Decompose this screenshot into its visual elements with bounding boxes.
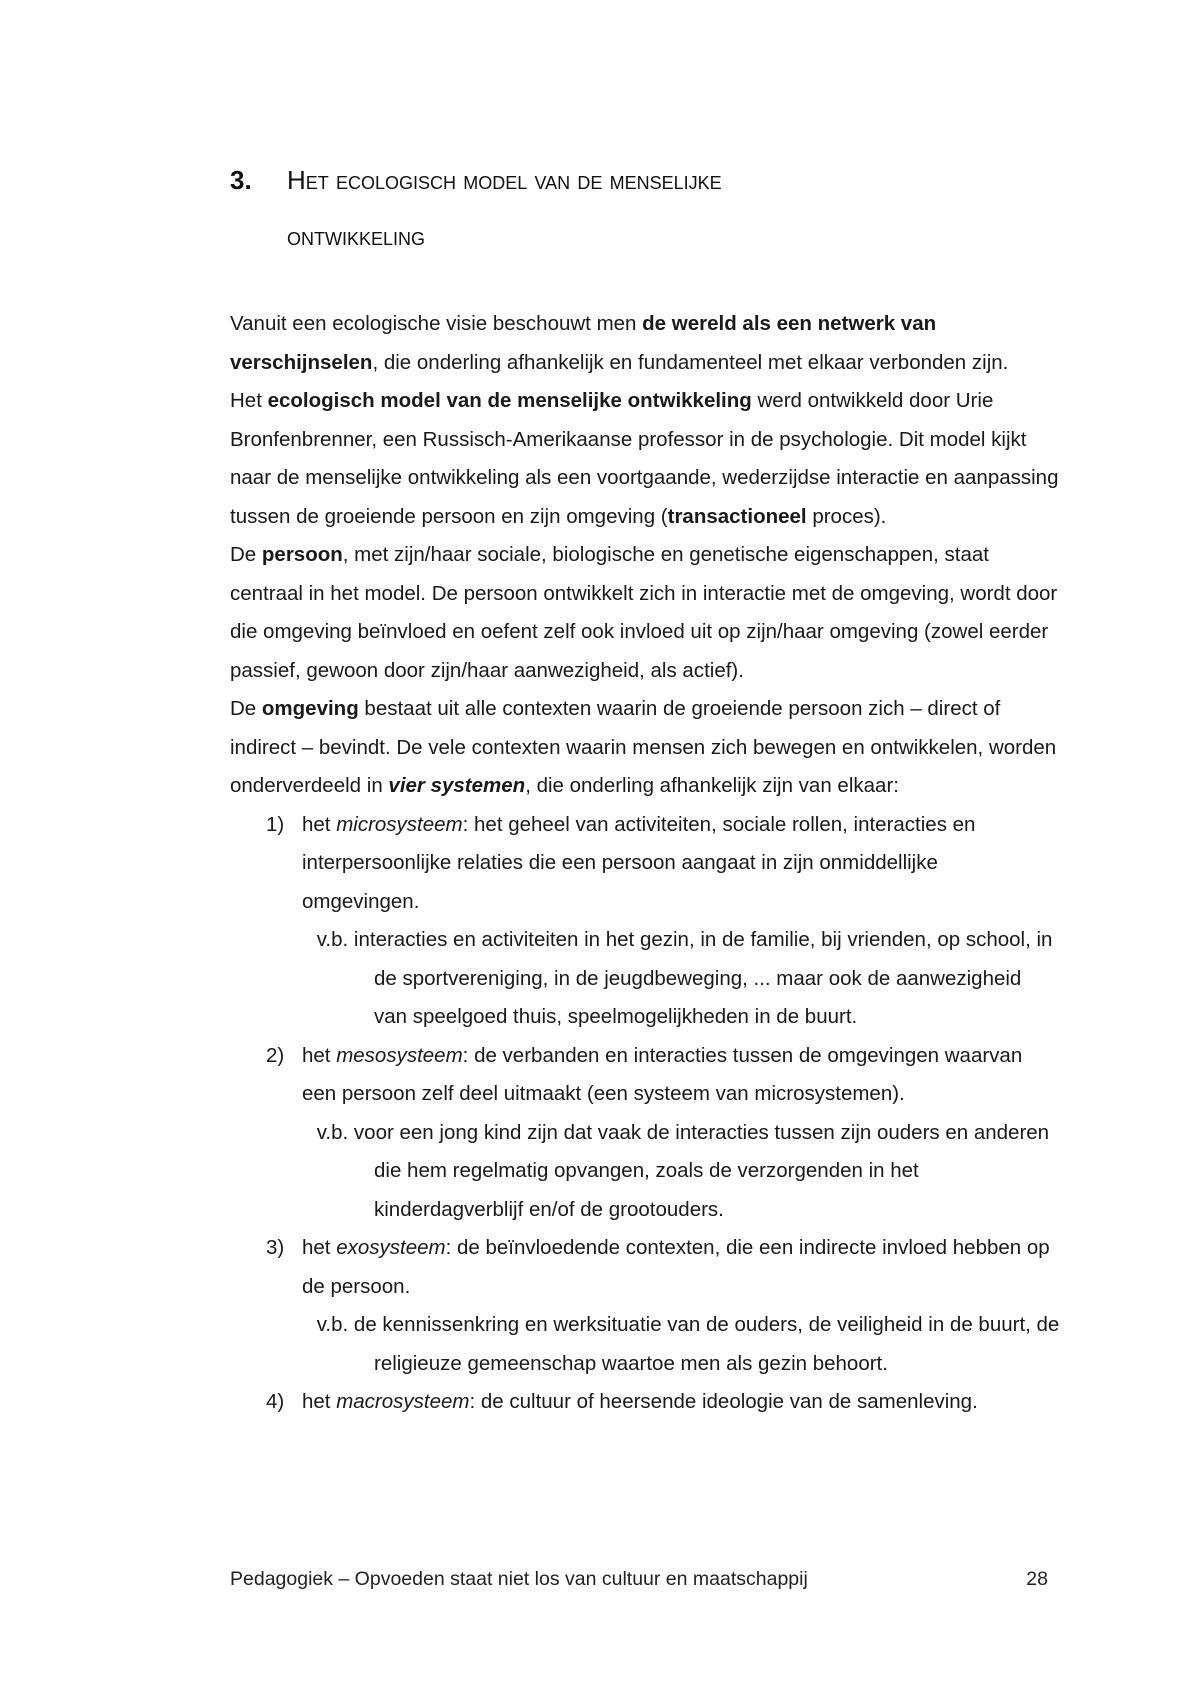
example-text: v.b. voor een jong kind zijn dat vaak de interacties tussen zijn ouders en anderen die hem regelmatig opvangen, zoals de verzorgenden in het kinderdagverblijf en/of de grootouders. bbox=[316, 1120, 1050, 1221]
body-text bbox=[230, 305, 1060, 1422]
list-item bbox=[230, 1383, 1060, 1422]
system-example bbox=[302, 921, 1060, 1037]
text-run: proces). bbox=[806, 504, 887, 528]
text-run: het bbox=[302, 812, 337, 836]
text-run: , die onderling afhankelijk zijn van elkaar: bbox=[525, 774, 899, 797]
example-text: v.b. interacties en activiteiten in het gezin, in de familie, bij vrienden, op school, in de sportvereniging, in de jeugdbeweging, ... maar ook de aanwezigheid van speelgoed thuis, speelmogelijkheden in de buurt. bbox=[316, 928, 1053, 1028]
system-definition bbox=[302, 806, 1060, 922]
italic-term: exosysteem bbox=[336, 1236, 446, 1259]
system-definition bbox=[302, 1229, 1060, 1306]
text-run: Vanuit een ecologische visie beschouwt men bbox=[230, 312, 643, 335]
text-run: bestaat uit alle contexten waarin de groeiende persoon zich – direct of indirect – bevindt. De vele contexten waarin mensen zich bewegen en ontwikkelen, worden onderverdeeld in bbox=[230, 697, 1057, 797]
text-run: : de beïnvloedende contexten, die een indirecte invloed hebben op de persoon. bbox=[302, 1236, 1050, 1298]
text-run: : de verbanden en interacties tussen de omgevingen waarvan een persoon zelf deel uitmaakt (een systeem van microsystemen). bbox=[302, 1043, 1023, 1105]
chapter-title-line-1: Het ecologisch model van de menselijke bbox=[287, 165, 722, 195]
bold-term: transactioneel bbox=[667, 504, 807, 528]
footer-title: Pedagogiek – Opvoeden staat niet los van cultuur en maatschappij bbox=[230, 1568, 808, 1590]
paragraph-intro bbox=[230, 305, 1060, 382]
chapter-title-line-2: ontwikkeling bbox=[287, 221, 426, 251]
chapter-title bbox=[287, 152, 1007, 264]
text-run: De bbox=[230, 697, 262, 720]
list-number: 3) bbox=[266, 1236, 285, 1259]
paragraph-omgeving bbox=[230, 690, 1060, 806]
text-run: Het bbox=[230, 389, 268, 412]
text-run: : de cultuur of heersende ideologie van de samenleving. bbox=[469, 1390, 978, 1413]
list-number: 4) bbox=[266, 1390, 285, 1413]
text-run: De bbox=[230, 543, 262, 566]
text-run: , met zijn/haar sociale, biologische en genetische eigenschappen, staat centraal in het model. De persoon ontwikkelt zich in interactie met de omgeving, wordt door die omgeving beïnvloed en oefent zelf ook invloed uit op zijn/haar omgeving (zowel eerder passief, gewoon door zijn/haar aanwezigheid, als actief). bbox=[230, 543, 1058, 682]
list-item bbox=[230, 1037, 1060, 1230]
text-run: : het geheel van activiteiten, sociale rollen, interacties en interpersoonlijke relaties die een persoon aangaat in zijn onmiddellijke omgevingen. bbox=[302, 812, 976, 913]
text-run: het bbox=[302, 1236, 337, 1259]
chapter-number: 3. bbox=[230, 165, 252, 195]
list-number: 2) bbox=[266, 1043, 285, 1067]
italic-term: microsysteem bbox=[336, 812, 463, 836]
bold-italic-term: vier systemen bbox=[388, 774, 526, 797]
system-definition bbox=[302, 1037, 1060, 1114]
paragraph-persoon bbox=[230, 536, 1060, 690]
text-run: werd ontwikkeld door Urie Bronfenbrenner, een Russisch-Amerikaanse professor in de psychologie. Dit model kijkt naar de menselijke ontwikkeling als een voortgaande, wederzijdse interactie en aanpassing tussen de groeiende persoon en zijn omgeving ( bbox=[230, 389, 1059, 528]
page-number: 28 bbox=[1026, 1568, 1048, 1590]
text-run: het bbox=[302, 1390, 337, 1413]
example-text: v.b. de kennissenkring en werksituatie van de ouders, de veiligheid in de buurt, de religieuze gemeenschap waartoe men als gezin behoort. bbox=[316, 1313, 1060, 1375]
bold-term: de wereld als een netwerk van verschijnselen bbox=[230, 312, 937, 374]
list-item bbox=[230, 1229, 1060, 1383]
list-number: 1) bbox=[266, 812, 285, 836]
list-item bbox=[230, 806, 1060, 1037]
paragraph-model bbox=[230, 382, 1060, 536]
bold-term: omgeving bbox=[261, 697, 359, 720]
system-example bbox=[302, 1114, 1060, 1230]
system-example bbox=[302, 1306, 1060, 1383]
systems-list bbox=[230, 806, 1060, 1422]
bold-term: persoon bbox=[261, 543, 343, 566]
italic-term: macrosysteem bbox=[336, 1390, 470, 1413]
italic-term: mesosysteem bbox=[336, 1043, 463, 1067]
bold-term: ecologisch model van de menselijke ontwikkeling bbox=[267, 389, 752, 412]
text-run: het bbox=[302, 1043, 337, 1067]
system-definition bbox=[302, 1383, 1060, 1422]
text-run: , die onderling afhankelijk en fundamenteel met elkaar verbonden zijn. bbox=[372, 350, 1009, 374]
